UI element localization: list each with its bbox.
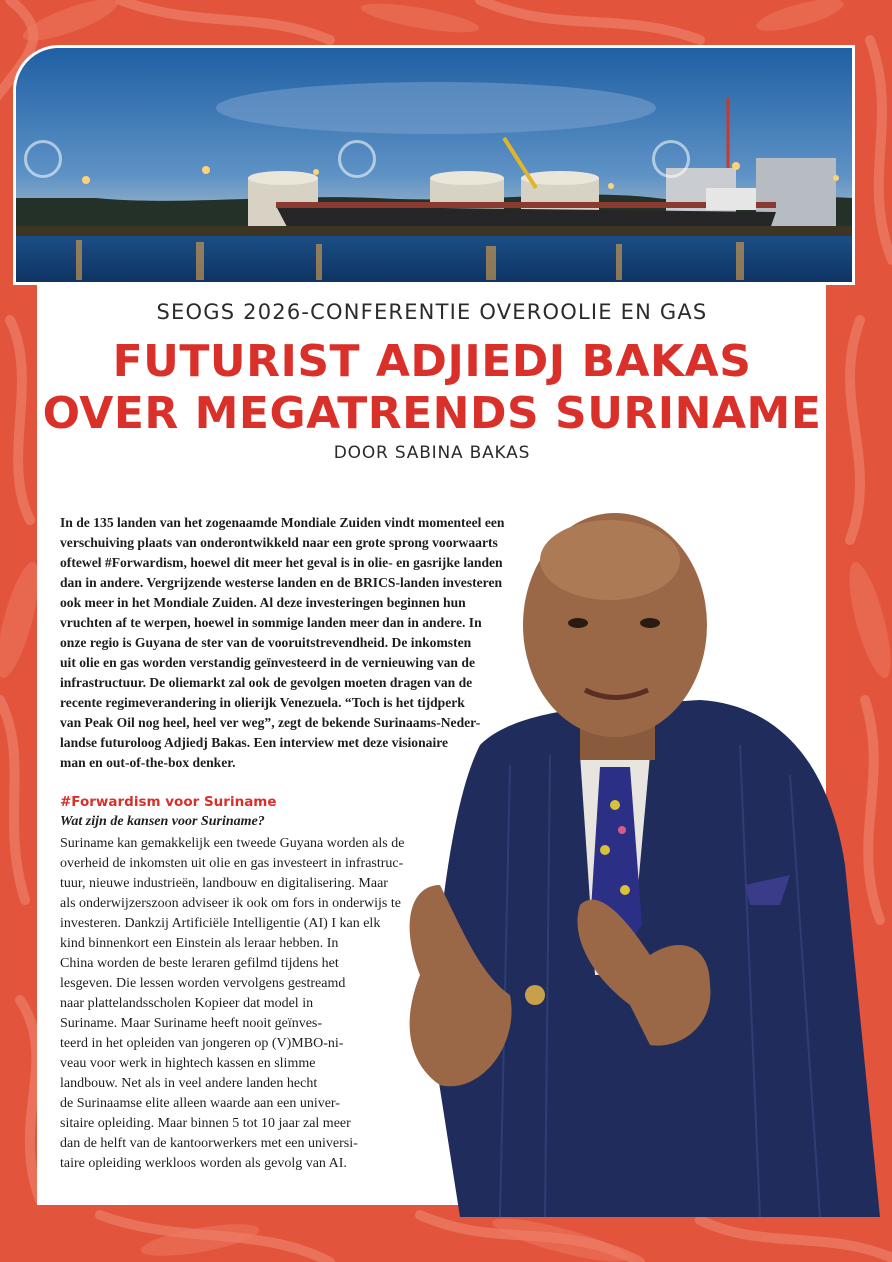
- intro-line: man en out-of-the-box denker.: [60, 755, 236, 770]
- body-line: sitaire opleiding. Maar binnen 5 tot 10 jaar zal meer: [60, 1116, 351, 1131]
- dreamstime-watermark-icon: [24, 140, 62, 178]
- body-line: tuur, nieuwe industrieën, landbouw en digitalisering. Maar: [60, 876, 388, 891]
- body-line: lesgeven. Die lessen worden vervolgens gestreamd: [60, 976, 346, 991]
- intro-line: verschuiving plaats van onderontwikkeld naar een grote sprong voorwaarts: [60, 535, 498, 550]
- intro-line: van Peak Oil nog heel, heel ver weg”, zegt de bekende Surinaams-Neder-: [60, 715, 481, 730]
- body-line: veau voor werk in hightech kassen en slimme: [60, 1056, 316, 1071]
- intro-line: infrastructuur. De oliemarkt zal ook de gevolgen moeten dragen van de: [60, 675, 473, 690]
- body-line: taire opleiding werkloos worden als gevolg van AI.: [60, 1156, 347, 1171]
- section-heading: #Forwardism voor Suriname: [60, 794, 277, 810]
- headline-line-1: FUTURIST ADJIEDJ BAKAS: [112, 336, 752, 387]
- intro-line: dan in andere. Vergrijzende westerse landen en de BRICS-landen investeren: [60, 575, 503, 590]
- body-line: kind binnenkort een Einstein als leraar hebben. In: [60, 936, 339, 951]
- intro-line: onze regio is Guyana de ster van de vooruitstrevendheid. De inkomsten: [60, 635, 472, 650]
- intro-paragraph: [60, 513, 570, 773]
- body-line: naar plattelandsscholen Kopieer dat model in: [60, 996, 314, 1011]
- body-line: als onderwijzerszoon adviseer ik ook om fors in onderwijs te: [60, 896, 401, 911]
- dreamstime-watermark-icon: [338, 140, 376, 178]
- intro-line: oftewel #Forwardism, hoewel dit meer het geval is in olie- en gasrijke landen: [60, 555, 503, 570]
- body-line: China worden de beste leraren gefilmd tijdens het: [60, 956, 339, 971]
- intro-line: In de 135 landen van het zogenaamde Mondiale Zuiden vindt momenteel een: [60, 515, 505, 530]
- intro-line: ook meer in het Mondiale Zuiden. Al deze investeringen beginnen hun: [60, 595, 466, 610]
- body-line: investeren. Dankzij Artificiële Intelligentie (AI) I kan elk: [60, 916, 381, 931]
- kicker: SEOGS 2026-CONFERENTIE OVEROOLIE EN GAS: [156, 300, 708, 324]
- byline: DOOR SABINA BAKAS: [333, 443, 531, 463]
- dreamstime-watermark-icon: [652, 140, 690, 178]
- body-line: Suriname kan gemakkelijk een tweede Guyana worden als de: [60, 836, 405, 851]
- body-line: teerd in het opleiden van jongeren op (V)MBO-ni-: [60, 1036, 344, 1051]
- body-line: dan de helft van de kantoorwerkers met een universi-: [60, 1136, 358, 1151]
- hero-photo: [13, 45, 855, 285]
- intro-line: recente regimeverandering in olierijk Venezuela. “Toch is het tijdperk: [60, 695, 465, 710]
- body-line: overheid de inkomsten uit olie en gas investeert in infrastruc-: [60, 856, 404, 871]
- intro-line: vruchten af te werpen, hoewel in sommige landen meer dan in andere. In: [60, 615, 482, 630]
- body-line: Suriname. Maar Suriname heeft nooit geïnves-: [60, 1016, 323, 1031]
- headline-line-2: OVER MEGATRENDS SURINAME: [42, 388, 822, 439]
- body-line: de Surinaamse elite alleen waarde aan een univer-: [60, 1096, 340, 1111]
- body-line: landbouw. Net als in veel andere landen hecht: [60, 1076, 318, 1091]
- interview-question: Wat zijn de kansen voor Suriname?: [60, 814, 265, 829]
- intro-line: landse futuroloog Adjiedj Bakas. Een interview met deze visionaire: [60, 735, 449, 750]
- intro-line: uit olie en gas worden verstandig geïnvesteerd in de vernieuwing van de: [60, 655, 475, 670]
- answer-paragraph: [60, 834, 470, 1174]
